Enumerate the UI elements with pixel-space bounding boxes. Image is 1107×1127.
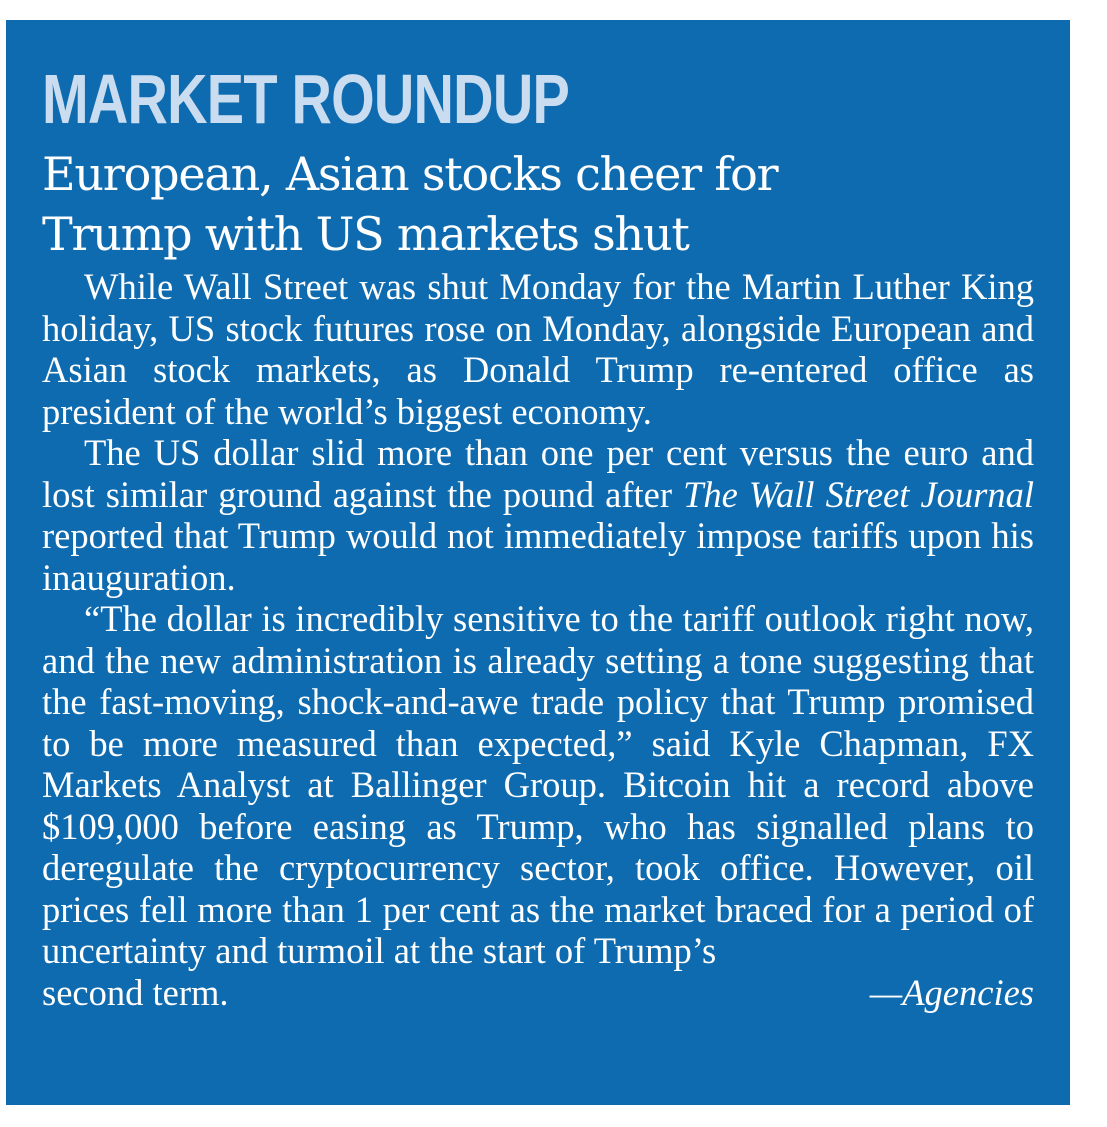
paragraph-3: “The dollar is incredibly sensitive to the tariff outlook right now, and the new administration is already setting a tone suggesting that the fast-moving, shock-and-awe trade policy that Trump promised to be more measured than expected,” said Kyle Chapman, FX Markets Analyst at Ballinger Group. Bitcoin hit a record above $109,000 before easing as Trump, who has signalled plans to deregulate the cryptocurrency sector, took office. However, oil prices fell more than 1 per cent as the market braced for a period of uncertainty and turmoil at the start of Trump’s xyxy=(42,598,1034,971)
signoff: —Agencies xyxy=(869,971,1034,1013)
headline xyxy=(42,144,1034,264)
paragraph-2-text-a: The US dollar slid more than one per cent versus the euro and lost similar ground against the pound after xyxy=(42,432,1034,515)
market-roundup-box xyxy=(6,20,1070,1105)
section-kicker: MARKET ROUNDUP xyxy=(42,60,570,138)
paragraph-3-end: second term. xyxy=(42,971,229,1013)
headline-line-2: Trump with US markets shut xyxy=(42,207,689,261)
paragraph-2 xyxy=(42,432,1034,598)
headline-line-1: European, Asian stocks cheer for xyxy=(42,147,778,201)
paragraph-2-text-b: reported that Trump would not immediately impose tariffs upon his inauguration. xyxy=(42,515,1034,598)
publication-name: The Wall Street Journal xyxy=(683,473,1034,515)
closing-line xyxy=(42,972,1034,1014)
article-body xyxy=(42,266,1034,1013)
paragraph-1: While Wall Street was shut Monday for the Martin Luther King holiday, US stock futures rose on Monday, alongside European and Asian stock markets, as Donald Trump re-entered office as president of the world’s biggest economy. xyxy=(42,266,1034,432)
